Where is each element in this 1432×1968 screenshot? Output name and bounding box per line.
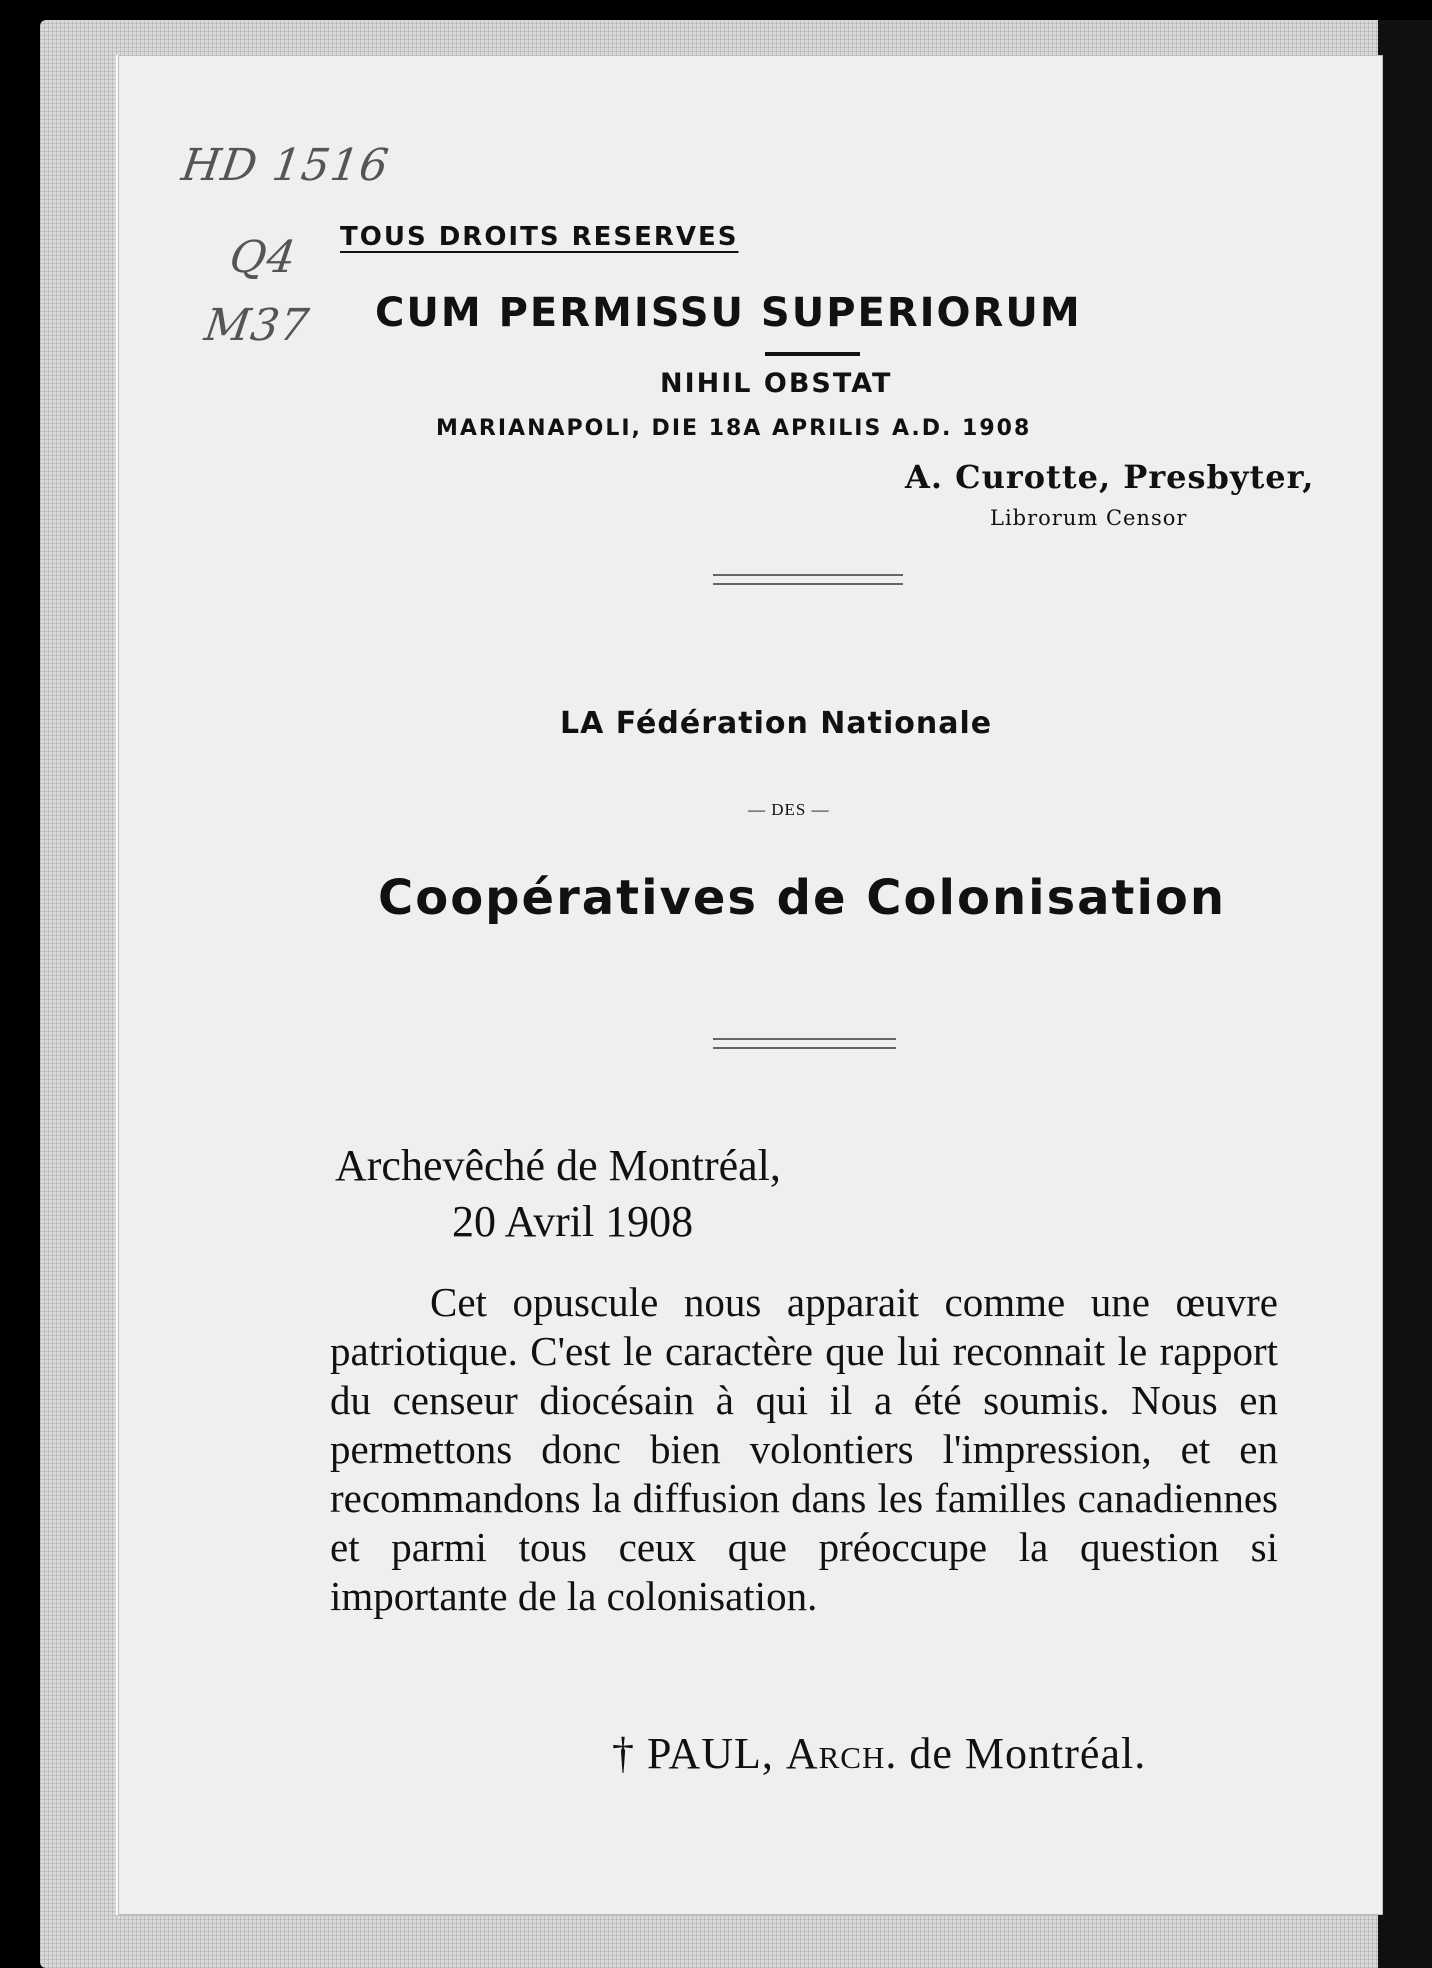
signature-place: de Montréal. bbox=[909, 1729, 1147, 1778]
shelfmark-line-2: Q4 bbox=[226, 232, 300, 283]
letter-date: 20 Avril 1908 bbox=[452, 1197, 694, 1246]
signature-title: Arch. bbox=[785, 1729, 898, 1778]
heading-underline bbox=[765, 352, 860, 356]
divider-rule bbox=[713, 1038, 896, 1049]
letter-body: Cet opuscule nous apparait comme une œuvre patriotique. C'est le caractère que lui reconnait le rapport du censeur diocésain à qui il a été soumis. Nous en permettons donc bien volontiers l'impression, et en recommandons la diffusion dans les familles canadiennes et parmi tous ceux que préoccupe la question si importante de la colonisation. bbox=[330, 1279, 1278, 1619]
nihil-obstat-heading: NIHIL OBSTAT bbox=[660, 368, 893, 399]
divider-rule bbox=[713, 574, 903, 585]
rights-reserved-notice: TOUS DROITS RESERVES bbox=[340, 222, 739, 252]
title-connector: — DES — bbox=[748, 800, 830, 819]
place-date-line: MARIANAPOLI, DIE 18A APRILIS A.D. 1908 bbox=[436, 416, 1032, 441]
federation-title: LA Fédération Nationale bbox=[560, 706, 993, 741]
permission-heading: CUM PERMISSU SUPERIORUM bbox=[375, 290, 1082, 336]
signature-name: † PAUL, bbox=[612, 1729, 774, 1778]
censor-name: A. Curotte, Presbyter, bbox=[905, 458, 1315, 496]
shelfmark-line-1: HD 1516 bbox=[178, 140, 393, 191]
shelfmark-line-3: M37 bbox=[201, 300, 313, 351]
censor-title: Librorum Censor bbox=[990, 506, 1188, 530]
letter-place: Archevêché de Montréal, bbox=[335, 1141, 781, 1190]
signature bbox=[612, 1728, 1146, 1779]
cooperatives-title: Coopératives de Colonisation bbox=[378, 870, 1227, 926]
dark-background-edge bbox=[1378, 20, 1432, 1968]
